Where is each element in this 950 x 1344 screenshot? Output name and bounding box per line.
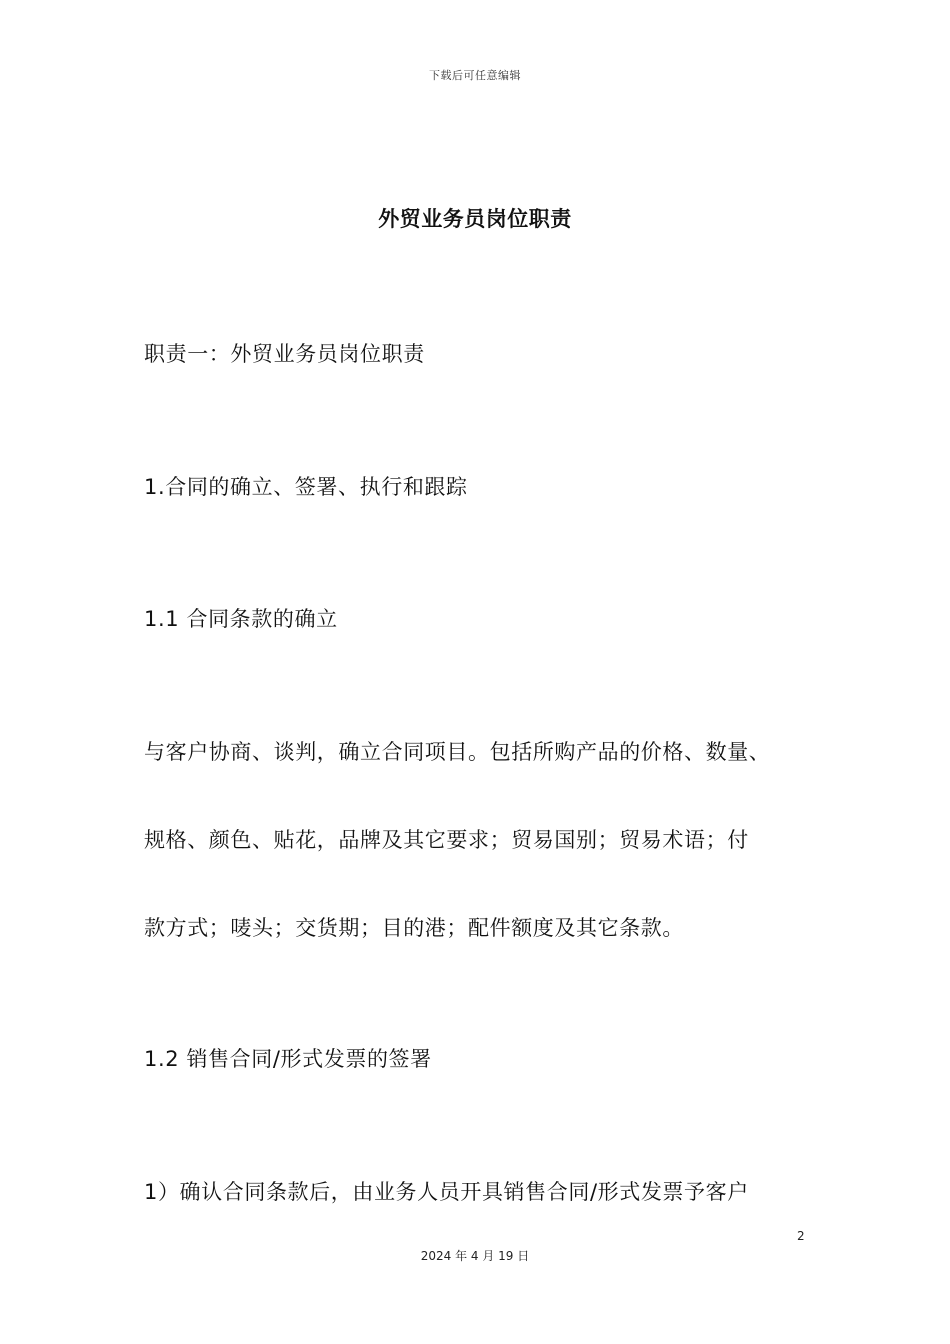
section-heading: 职责一：外贸业务员岗位职责 — [144, 342, 425, 366]
subsection-heading: 1.合同的确立、签署、执行和跟踪 — [144, 475, 468, 499]
paragraph-line: 1）确认合同条款后，由业务人员开具销售合同/形式发票予客户 — [144, 1180, 749, 1204]
page-number: 2 — [797, 1229, 805, 1243]
paragraph-line: 款方式；唛头；交货期；目的港；配件额度及其它条款。 — [144, 916, 684, 940]
paragraph-line: 规格、颜色、贴花，品牌及其它要求；贸易国别；贸易术语；付 — [144, 828, 749, 852]
header-note: 下载后可任意编辑 — [429, 69, 521, 82]
subsection-heading: 1.1 合同条款的确立 — [144, 607, 338, 631]
paragraph-line: 与客户协商、谈判，确立合同项目。包括所购产品的价格、数量、 — [144, 740, 771, 764]
subsection-heading: 1.2 销售合同/形式发票的签署 — [144, 1047, 432, 1071]
footer-date: 2024 年 4 月 19 日 — [420, 1249, 530, 1263]
document-title: 外贸业务员岗位职责 — [378, 207, 572, 231]
